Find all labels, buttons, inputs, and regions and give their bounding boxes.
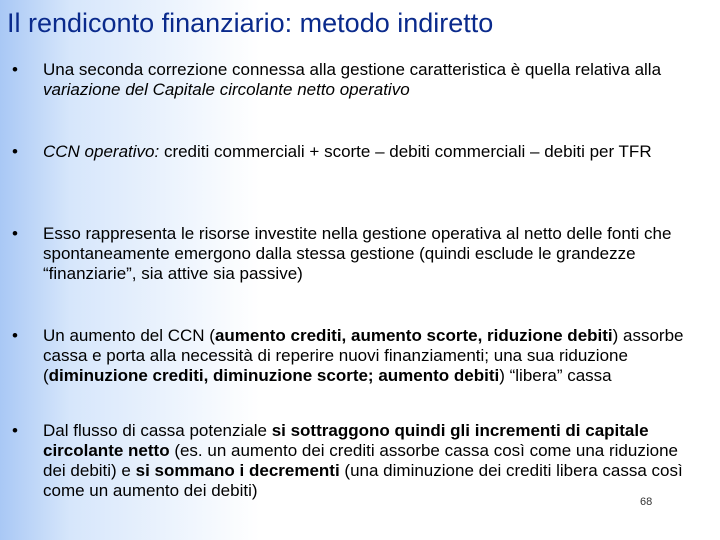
bullet-text xyxy=(43,142,698,162)
text-run: Esso rappresenta le risorse investite nella gestione operativa al netto delle fonti che spontaneamente emergono dalla stessa gestione (quindi esclude le grandezze “finanziarie”, sia attive sia passive) xyxy=(43,224,672,283)
text-run: ) assorbe cassa e porta alla necessità di reperire nuovi finanziamenti; una sua riduzione ( xyxy=(43,326,684,385)
bullet-icon: • xyxy=(12,142,18,161)
page-number: 68 xyxy=(640,496,653,508)
italic-text: variazione del Capitale circolante netto operativo xyxy=(43,80,410,99)
text-run: (es. un aumento dei crediti assorbe cassa così come una riduzione dei debiti) e xyxy=(43,441,678,480)
bullet-icon: • xyxy=(12,421,18,440)
text-run: crediti commerciali + scorte – debiti commerciali – debiti per TFR xyxy=(159,142,652,161)
text-run: (una diminuzione dei crediti libera cassa così come un aumento dei debiti) xyxy=(43,461,683,500)
italic-text: CCN operativo: xyxy=(43,142,160,161)
bold-text: si sottraggono quindi gli incrementi di capitale circolante netto xyxy=(43,421,649,460)
bullet-icon: • xyxy=(12,326,18,345)
slide-title: Il rendiconto finanziario: metodo indiretto xyxy=(7,8,494,38)
bullet-text xyxy=(43,421,698,501)
bold-text: diminuzione crediti, diminuzione scorte; aumento debiti xyxy=(48,366,500,385)
bullet-icon: • xyxy=(12,224,18,243)
text-run: Un aumento del CCN ( xyxy=(43,326,215,345)
bold-text: aumento crediti, aumento scorte, riduzione debiti xyxy=(214,326,613,345)
bullet-text xyxy=(43,60,698,100)
bullet-icon: • xyxy=(12,60,18,79)
bullet-text xyxy=(43,224,698,284)
text-run: Dal flusso di cassa potenziale xyxy=(43,421,272,440)
bullet-text xyxy=(43,326,698,386)
text-run: ) “libera” cassa xyxy=(499,366,612,385)
text-run: Una seconda correzione connessa alla gestione caratteristica è quella relativa alla xyxy=(43,60,662,79)
bold-text: si sommano i decrementi xyxy=(135,461,340,480)
